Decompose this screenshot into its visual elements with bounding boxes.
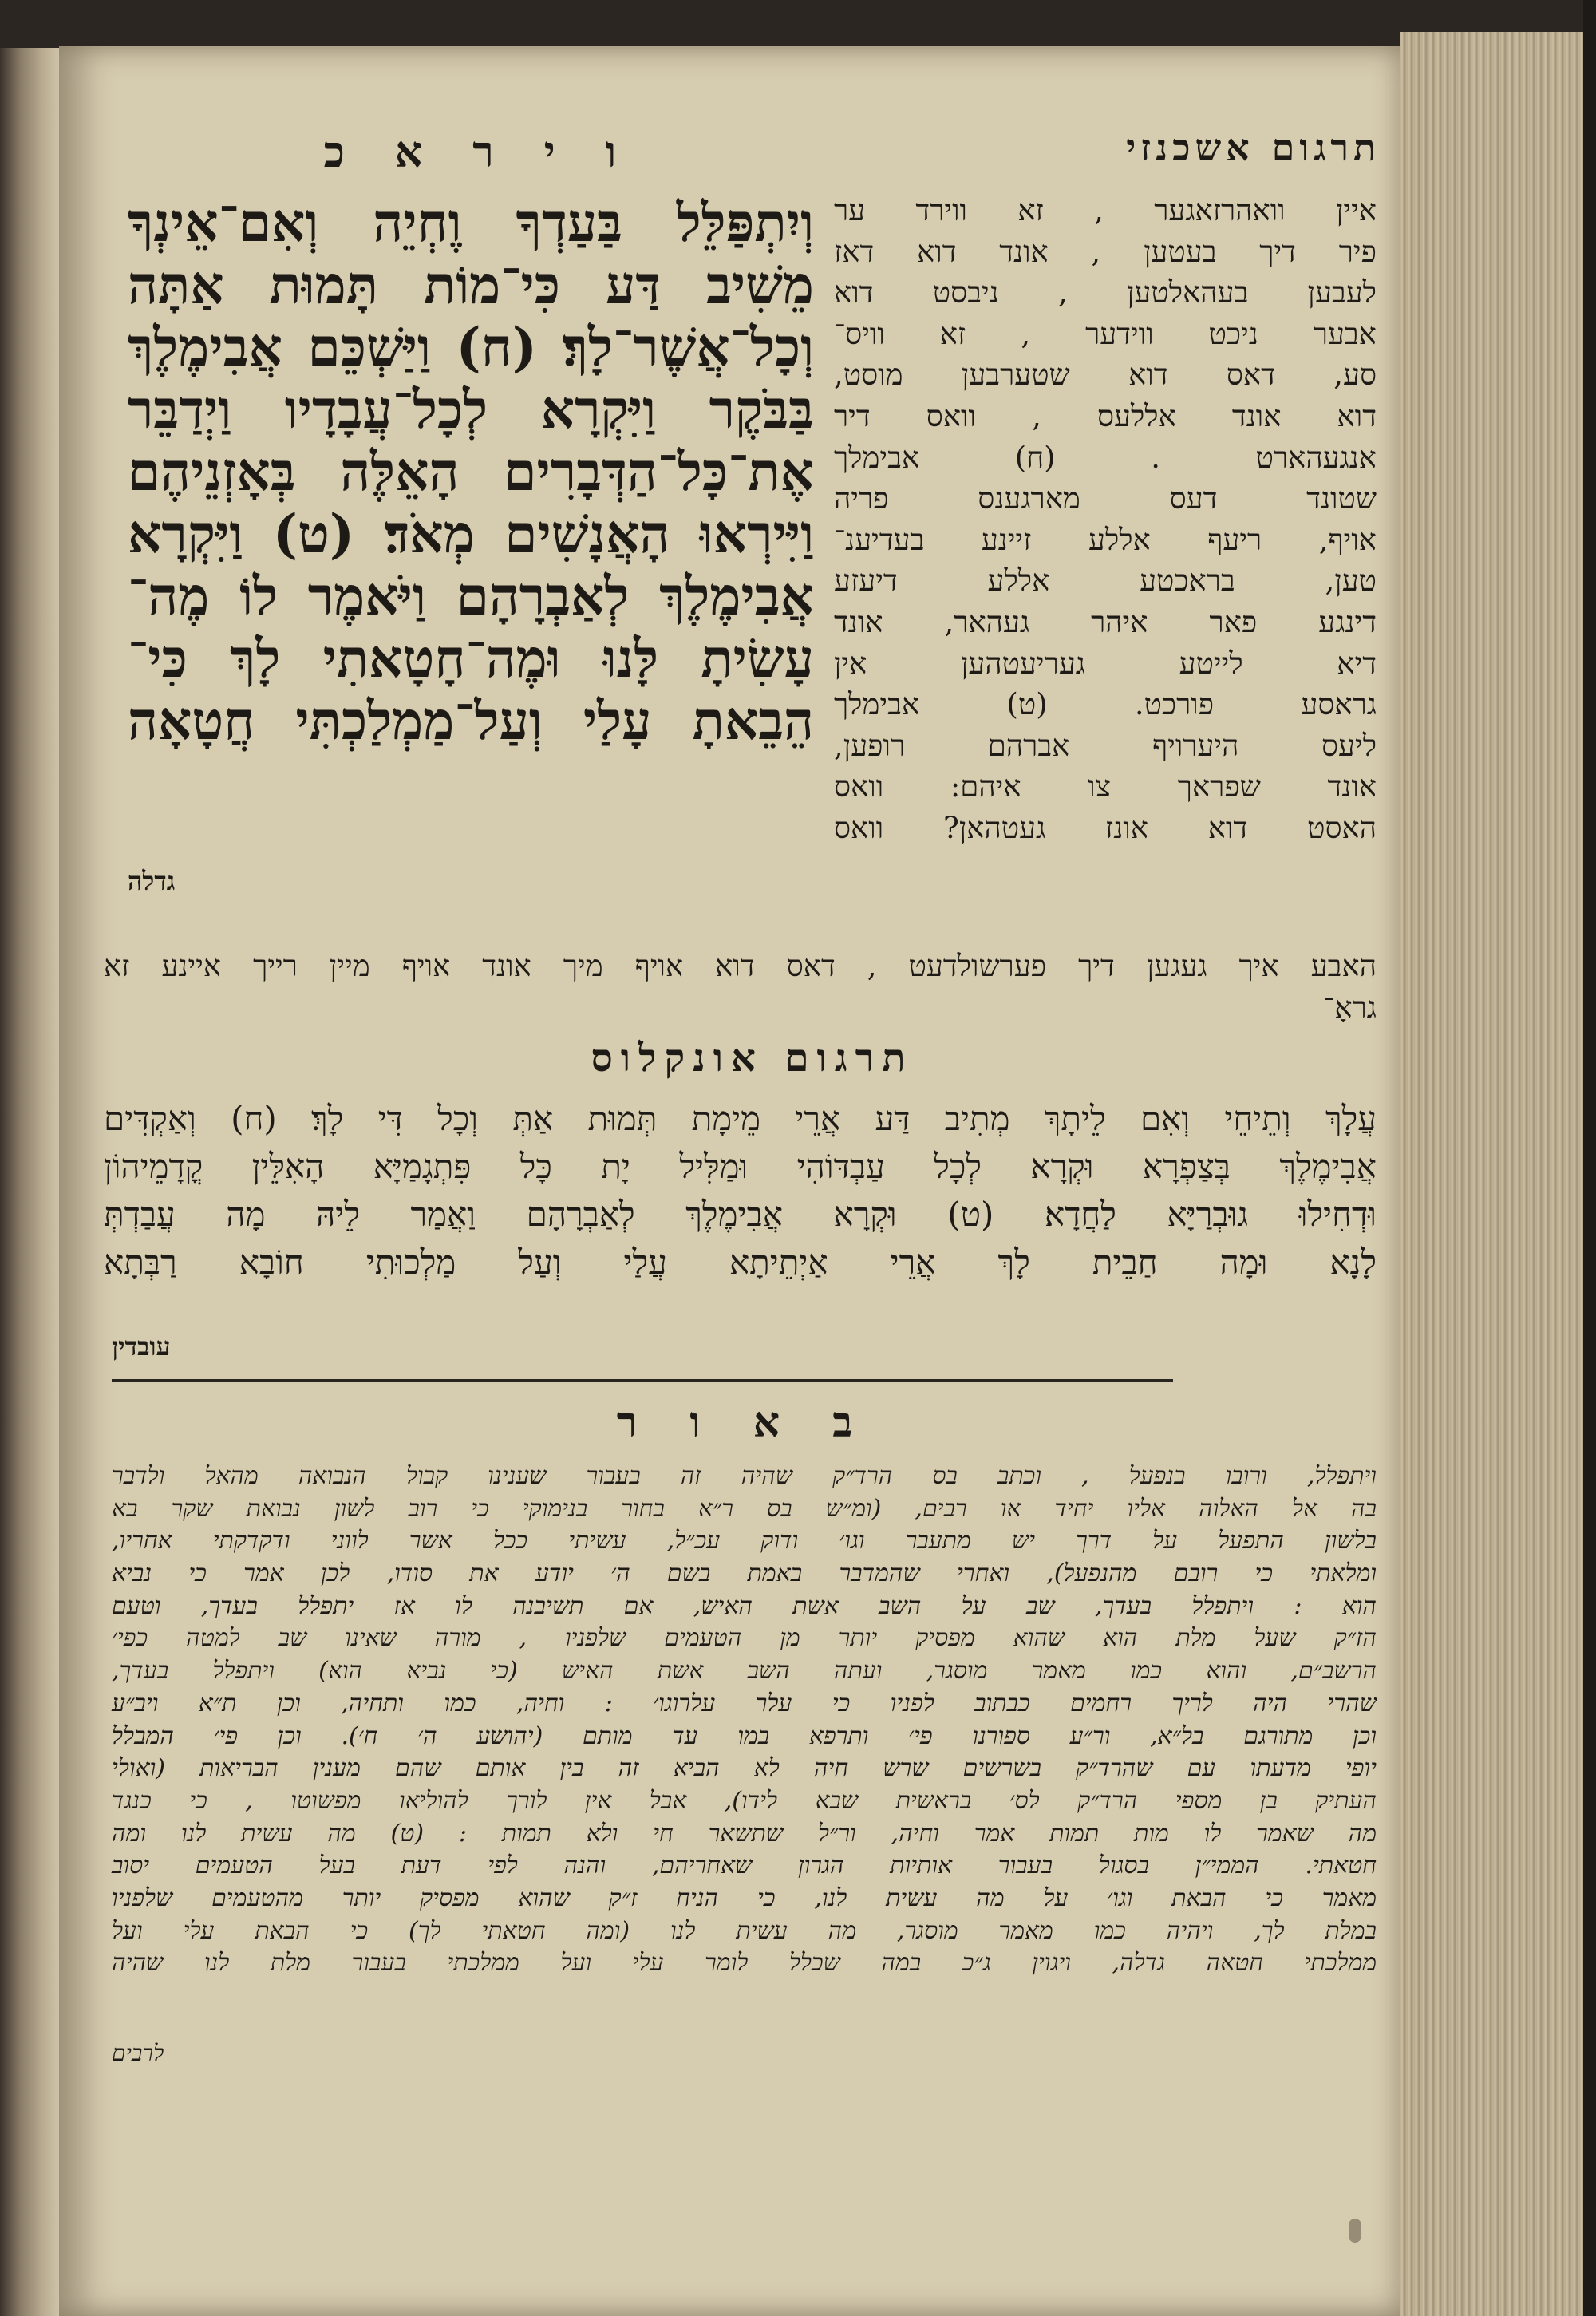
beur-line: בלשון התפעל על דרך יש מתעבר וגו׳ ודוק עכ״ל, עשיתי ככל אשר לווני ודקדקתי אחריו,	[112, 1527, 1377, 1555]
beur-commentary	[112, 1460, 1377, 1980]
german-line: שטונד דעס מארגענס פריה	[834, 481, 1377, 516]
main-line: אֶת־כָּל־הַדְּבָרִים הָאֵלֶּה בְּאָזְנֵיהֶם	[128, 441, 814, 503]
beur-line: הוא : ויתפלל בעדך, שב על השב אשת האיש, אם תשיבנה לו אז יתפלל בעדך, וטעם	[112, 1591, 1377, 1620]
german-line: אנגעהארט . (ח) אבימלך	[834, 440, 1377, 475]
main-line: מֵשִׁיב דַּע כִּי־מוֹת תָּמוּת אַתָּה	[128, 254, 814, 316]
german-line: אונד שפראך צו איהם: וואס	[834, 769, 1377, 804]
beur-line: מאמר כי הבאת וגו׳ על מה עשית לנו, כי הניח ז״ק שהוא מפסיק יותר מהטעמים שלפניו	[112, 1883, 1377, 1912]
beur-line: שהרי היה לריך רחמים כבתוב לפניו כי עלר עלרוגו׳ : וחיה, כמו ותחיה, וכן ת״א ויב״ע	[112, 1689, 1377, 1717]
onkelos-text	[104, 1095, 1377, 1286]
german-line: אבער ניכט ווידער , זא וויס־	[834, 316, 1377, 351]
onkelos-line: אֲבִימֶלֶךְ בְּצַפְרָא וּקְרָא לְכָל עַבְדּוֹהִי וּמַלִּיל יָת כָּל פִּתְגָמַיָּא הָאִלֵּין קֳדָמֵיהוֹן	[104, 1147, 1377, 1186]
main-line: עָשִׂיתָ לָּנוּ וּמֶה־חָטָאתִי לָךְ כִּי־	[128, 627, 814, 690]
onkelos-line: וּדְחִילוּ גוּבְרַיָּא לַחֲדָא׃ (ט) וּקְרָא אֲבִימֶלֶךְ לְאַבְרָהָם וַאֲמַר לֵיהּ מָה עֲבַדְתְּ	[104, 1195, 1377, 1234]
german-line: דוא אונד אללעס , וואס דיר	[834, 398, 1377, 433]
onkelos-line: עֲלָךְ וְתֵיחֵי וְאִם לֵיתָךְ מְתִיב דַּע אֲרֵי מֵימָת תְּמוּת אַתְּ וְכָל דִּי לָךְ׃ (ח) וְאַקְדִּים	[104, 1099, 1377, 1138]
german-line: איין וואהרזאגער , זא ווירד ער	[834, 193, 1377, 227]
main-line: הֵבֵאתָ עָלַי וְעַל־מַמְלַכְתִּי חֲטָאָה	[128, 690, 814, 752]
german-line: לעבען בעהאלטען , ניבסט דוא	[834, 275, 1377, 310]
german-line: גראסע פורכט. (ט) אבימלך	[834, 687, 1377, 722]
main-catchword: גדלה	[128, 866, 176, 896]
german-cont-line: גראָ־	[1323, 990, 1377, 1025]
beur-line: וכן מתורגם בל״א, ור״ע ספורנו פי׳ ותרפא במו עד מותם (יהושע ה׳ ח׳). וכן פי׳ המבלל	[112, 1721, 1377, 1750]
beur-line: העתיק בן מספי הרד״ק לס׳ בראשית שבא לידו), אבל אין לורך להוליאו מפשוטו , כי כנגד	[112, 1786, 1377, 1815]
german-line: דינגע פאר איהר געהאר, אונד	[834, 604, 1377, 639]
book-left-edge	[0, 48, 59, 2316]
page-edges	[1400, 32, 1583, 2316]
beur-line: הרשב״ם, והוא כמו מאמר מוסגר, ועתה השב אשת האיש (כי נביא הוא) ויתפלל בעדך,	[112, 1657, 1377, 1686]
german-line: האסט דוא אונז געטהאן? וואס	[834, 810, 1377, 845]
main-line: אֲבִימֶלֶךְ לְאַבְרָהָם וַיֹּאמֶר לוֹ מֶה־	[128, 565, 814, 627]
beur-line: ומלאתי כי רובם מהנפעל), ואחרי שהמדבר באמת בשם ה׳ יודע את סודו, לכן אמר כי נביא	[112, 1559, 1377, 1588]
main-hebrew-text	[128, 192, 814, 752]
main-line: וְיִתְפַּלֵּל בַּעַדְךָ וֶחְיֵה וְאִם־אֵינְךָ	[128, 192, 814, 254]
ink-smudge	[1349, 2219, 1361, 2243]
beur-heading: ב א ו ר	[616, 1398, 872, 1447]
beur-line: חטאתי. הממי״ן בסגול בעבור אותיות הגרון שאחריהם, והנה לפי דעת בעל הטעמים יסוב	[112, 1852, 1377, 1880]
german-line: ליעס היערויף אברהם רופען,	[834, 728, 1377, 763]
german-line: דיא לייטע געריעטהען אין	[834, 646, 1377, 681]
main-line: וַיִּירְאוּ הָאֲנָשִׁים מְאֹד׃ (ט) וַיִּקְרָא	[128, 503, 814, 565]
german-translation-column	[834, 190, 1377, 849]
section-divider	[112, 1379, 1173, 1382]
beur-line: ויתפלל, ורובו בנפעל , וכתב בס הרד״ק שהיה זה בעבור שענינו קבול הנבואה מהאל ולדבר	[112, 1462, 1377, 1490]
german-line: טען, בראכטע אללע דיעזע	[834, 563, 1377, 599]
book-spine-shadow	[1583, 0, 1596, 2316]
german-line: סע, דאס דוא שטערבען מוסט,	[834, 358, 1377, 393]
beur-line: ממלכתי חטאה גדלה, ויגוין ג״כ במה שכלל לומר עלי ועל ממלכתי בעבור מלת לנו שהיה	[112, 1949, 1377, 1978]
german-translation-continuation	[104, 946, 1377, 1028]
onkelos-catchword: עובדין	[112, 1331, 171, 1362]
german-line: פיר דיך בעטען , אונד דוא דאז	[834, 234, 1377, 269]
page-header-right: תרגום אשכנזי	[1126, 126, 1381, 169]
beur-line: בה אל האלוה אליו יחיד או רבים, (ומ״ש בס ר״א בחור בנימוקי כי רוב לשון נבואת שקר בא	[112, 1494, 1377, 1523]
beur-line: במלת לך, ויהיה כמו מאמר מוסגר, מה עשית לנו (ומה חטאתי לך) כי הבאת עלי ועל	[112, 1916, 1377, 1945]
german-cont-line: האבע איך געגען דיך פערשולדעט , דאס דוא אויף מיך אונד אויף מיין רייך איינע זא	[104, 949, 1377, 983]
beur-line: מה שאמר לו מות תמות אמר וחיה, ור״ל שתשאר חי ולא תמות : (ט) מה עשית לנו ומה	[112, 1819, 1377, 1848]
german-line: אויף, ריעף אללע זיינע בעדיענ־	[834, 522, 1377, 557]
main-line: וְכָל־אֲשֶׁר־לָךְ׃ (ח) וַיַּשְׁכֵּם אֲבִימֶלֶךְ	[128, 316, 814, 378]
onkelos-heading: תרגום אונקלוס	[591, 1036, 914, 1081]
onkelos-line: לָנָא וּמָה חַבֵית לָךְ אֲרֵי אַיְתֵיתָא עֲלַי וְעַל מַלְכוּתִי חוֹבָא רַבְּתָא	[104, 1243, 1377, 1282]
beur-line: הז״ק שעל מלת הוא שהוא מפסיק יותר מן הטעמים שלפניו , מורה שאינו שב למטה כפי׳	[112, 1624, 1377, 1653]
beur-catchword: לרבים	[112, 2040, 164, 2066]
beur-line: יופי מדעתו עם שהרד״ק בשרשים שרש חיה לא הביא זה בין אותם שהם מענין הבריאות (ואולי	[112, 1754, 1377, 1783]
main-line: בַּבֹּקֶר וַיִּקְרָא לְכָל־עֲבָדָיו וַיְדַבֵּר	[128, 378, 814, 441]
page-header-left: ו י ר א כ	[323, 126, 634, 177]
